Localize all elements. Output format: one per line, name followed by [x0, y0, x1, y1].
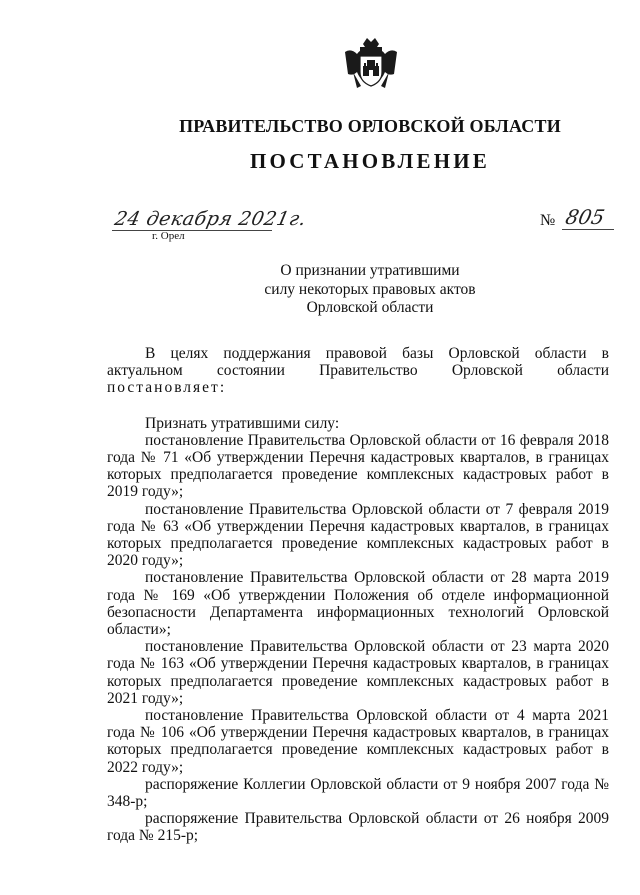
- number-sign: №: [540, 212, 556, 229]
- list-item: постановление Правительства Орловской области от 4 марта 2021 года № 106 «Об утверждении Перечня кадастровых кварталов, в границах которых предполагается проведение комплексных кадастровых работ в 2022 году»;: [107, 707, 609, 776]
- list-item: распоряжение Правительства Орловской области от 26 ноября 2009 года № 215-р;: [107, 810, 609, 845]
- city-label: г. Орел: [152, 230, 185, 242]
- document-body: [107, 345, 609, 845]
- title-line: Орловской области: [306, 299, 434, 316]
- list-item: постановление Правительства Орловской области от 28 марта 2019 года № 169 «Об утверждении Положения об отделе информационной безопасности Департамента информационных технологий Орловской области»;: [107, 569, 609, 639]
- list-item: постановление Правительства Орловской области от 7 февраля 2019 года № 63 «Об утверждении Перечня кадастровых кварталов, в границах которых предполагается проведение комплексных кадастровых работ в 2020 году»;: [107, 500, 609, 570]
- document-title: [0, 262, 640, 318]
- intro-paragraph: [107, 345, 609, 397]
- decree-number: 805: [563, 205, 607, 229]
- government-name: ПРАВИТЕЛЬСТВО ОРЛОВСКОЙ ОБЛАСТИ: [179, 116, 561, 136]
- decree-date: 24 декабря 2021г.: [112, 208, 309, 230]
- intro-text: В целях поддержания правовой базы Орловской области в актуальном состоянии Правительство Орловской области: [107, 345, 609, 380]
- title-line: силу некоторых правовых актов: [264, 280, 476, 298]
- list-item: постановление Правительства Орловской области от 16 февраля 2018 года № 71 «Об утверждении Перечня кадастровых кварталов, в границах которых предполагается проведение комплексных кадастровых работ в 2019 году»;: [107, 431, 609, 501]
- intro-keyword: постановляет:: [107, 379, 227, 397]
- list-item: постановление Правительства Орловской области от 23 марта 2020 года № 163 «Об утверждении Перечня кадастровых кварталов, в границах которых предполагается проведение комплексных кадастровых работ в 2021 году»;: [107, 638, 609, 707]
- title-line: О признании утратившими: [280, 262, 460, 279]
- number-underline: [562, 229, 614, 230]
- document-type: ПОСТАНОВЛЕНИЕ: [249, 149, 491, 173]
- orel-coat-of-arms-icon: [343, 32, 399, 100]
- date-underline: [112, 230, 272, 231]
- list-item: распоряжение Коллегии Орловской области от 9 ноября 2007 года № 348-р;: [107, 775, 609, 811]
- body-lead: Признать утратившими силу:: [145, 414, 340, 432]
